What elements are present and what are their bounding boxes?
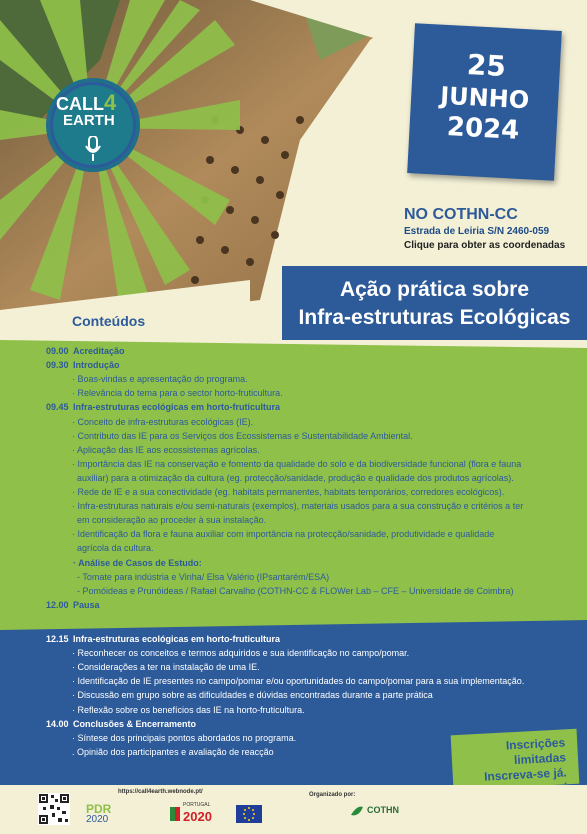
event-title	[282, 266, 587, 340]
session-title: Introdução	[73, 360, 120, 371]
qr-code-icon[interactable]	[38, 793, 70, 825]
session-time: 09.45	[46, 402, 69, 413]
session-time: 09.00	[46, 346, 69, 356]
session-time: 09.30	[46, 360, 69, 371]
item-text: · Reflexão sobre os benefícios das IE na horto-fruticultura.	[72, 704, 305, 715]
venue-name: NO COTHN-CC	[404, 206, 518, 223]
item-text: . Opinião dos participantes e avaliação de reacção	[72, 746, 274, 757]
session-time: 12.00	[46, 599, 69, 610]
event-day: 25	[466, 48, 507, 84]
flag-icon	[170, 807, 180, 821]
item-text: · Rede de IE e a sua conectividade (eg. habitats permanentes, habitats temporários, corredores ecológicos).	[72, 487, 505, 497]
item-text: · Identificação de IE presentes no campo/pomar e/ou oportunidades do campo/pomar para a sua implementação.	[72, 676, 525, 687]
cothn-text: COTHN	[367, 805, 399, 815]
logo-earth: EARTH	[63, 112, 115, 129]
item-text: · Infra-estruturas naturais e/ou semi-naturais (exemplos), materiais usados para a sua construção e critérios a ter	[72, 501, 524, 512]
session-title: Pausa	[73, 599, 100, 610]
item-text: · Relevância do tema para o sector horto-fruticultura.	[72, 388, 283, 399]
item-text: · Aplicação das IE aos ecossistemas agrícolas.	[72, 444, 260, 455]
coordinates-link[interactable]: Clique para obter as coordenadas	[404, 240, 566, 251]
item-text: · Síntese dos principais pontos abordados no programa.	[72, 732, 297, 743]
item-text: · Contributo das IE para os Serviços dos Ecossistemas e Sustentabilidade Ambiental.	[72, 430, 413, 441]
case-studies-heading: · Análise de Casos de Estudo:	[73, 557, 202, 568]
pdr2020-logo	[86, 802, 166, 826]
microphone-icon	[84, 136, 102, 166]
item-text: - Tomate para indústria e Vinha/ Elsa Valério (IPsantarém/ESA)	[72, 571, 330, 582]
pdr-year: 2020	[86, 814, 109, 825]
venue-address: Estrada de Leiria S/N 2460-059	[404, 226, 550, 237]
leaf-icon	[350, 805, 364, 817]
title-line-2: Infra-estruturas Ecológicas	[298, 306, 571, 329]
item-text: · Identificação da flora e fauna auxiliar com importância na protecção/sanidade, produtividade e qualidade	[72, 529, 495, 540]
session-title: Infra-estruturas ecológicas em horto-fruticultura	[73, 634, 281, 644]
signup-button[interactable]	[451, 729, 580, 791]
session-time: 12.15	[46, 634, 69, 644]
item-text: · Considerações a ter na instalação de uma IE.	[72, 662, 260, 673]
item-text: · Discussão em grupo sobre as dificuldades e dúvidas encontradas durante a parte prática	[72, 690, 433, 701]
item-text: · Reconhecer os conceitos e termos adquiridos e sua identificação no campo/pomar.	[72, 648, 410, 659]
session-title: Acreditação	[73, 346, 125, 356]
item-text: agrícola da cultura.	[72, 543, 154, 554]
event-month: JUNHO	[439, 81, 530, 115]
event-year: 2024	[446, 112, 521, 146]
portugal-text: PORTUGAL	[183, 802, 211, 808]
call4earth-logo	[46, 78, 140, 172]
logo-call: CALL	[56, 94, 104, 114]
item-text: em consideração ao proceder à sua instalação.	[72, 515, 267, 526]
cta-line-2: Inscreva-se já.	[483, 765, 568, 784]
item-text: - Pomóideas e Prunóideas / Rafael Carvalho (COTHN-CC & FLOWer Lab – CFE – Universidade de Coimbra)	[72, 585, 514, 596]
logo-four: 4	[104, 90, 117, 115]
session-title: Conclusões & Encerramento	[73, 718, 197, 729]
item-text: · Importância das IE na conservação e fomento da qualidade do solo e da biodiversidade funcional (flora e fauna	[72, 458, 522, 469]
cothn-logo	[350, 803, 402, 825]
session-title: Infra-estruturas ecológicas em horto-fruticultura	[73, 402, 281, 413]
venue-block	[404, 205, 565, 253]
eu-flag-logo	[236, 805, 262, 823]
item-text: auxiliar) para a otimização da cultura (eg. protecção/sanidade, produção e qualidade dos produtos agrícolas).	[72, 472, 514, 483]
portugal2020-logo	[170, 801, 228, 827]
item-text: · Conceito de infra-estruturas ecológicas (IE).	[72, 416, 254, 427]
date-card	[407, 23, 562, 180]
cta-line-1: Inscrições limitadas	[505, 735, 567, 768]
contents-heading: Conteúdos	[72, 313, 146, 329]
website-link[interactable]: https://call4earth.webnode.pt/	[118, 789, 203, 795]
item-text: · Boas-vindas e apresentação do programa.	[72, 374, 248, 385]
session-time: 14.00	[46, 718, 69, 729]
pdr-text: PDR	[86, 802, 112, 816]
organized-by-label: Organizado por:	[309, 792, 356, 798]
title-line-1: Ação prática sobre	[339, 278, 530, 301]
p2020-text: 2020	[183, 809, 212, 824]
